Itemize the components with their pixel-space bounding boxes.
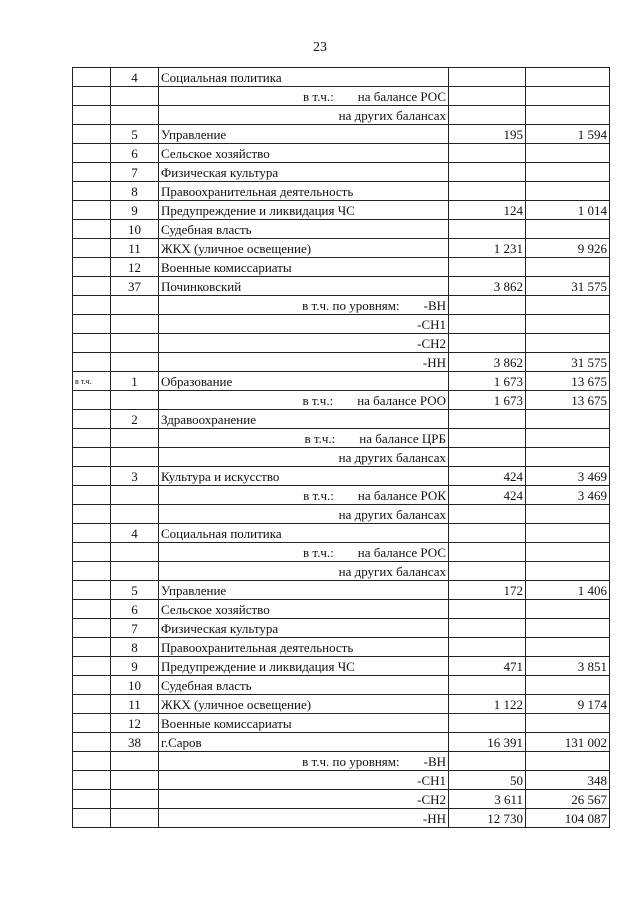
value-cell-1	[449, 87, 526, 106]
value-cell-2	[526, 296, 610, 315]
table-row	[73, 163, 610, 182]
row-number-cell	[111, 752, 159, 771]
value-cell-2: 104 087	[526, 809, 610, 828]
table-row	[73, 676, 610, 695]
item-name-cell: Социальная политика	[159, 524, 449, 543]
value-cell-2	[526, 163, 610, 182]
row-number-cell	[111, 790, 159, 809]
value-cell-2	[526, 87, 610, 106]
row-number-cell: 10	[111, 676, 159, 695]
item-name-cell: Судебная власть	[159, 676, 449, 695]
row-prefix-cell	[73, 239, 111, 258]
sub-item-prefix: в т.ч.:	[303, 545, 334, 560]
value-cell-1	[449, 68, 526, 87]
item-name-cell: Здравоохранение	[159, 410, 449, 429]
sub-item-cell	[159, 334, 449, 353]
item-name-cell: Предупреждение и ликвидация ЧС	[159, 657, 449, 676]
table-row	[73, 486, 610, 505]
value-cell-2	[526, 68, 610, 87]
value-cell-1: 424	[449, 486, 526, 505]
value-cell-2	[526, 638, 610, 657]
row-prefix-cell	[73, 790, 111, 809]
table-row	[73, 315, 610, 334]
value-cell-1: 124	[449, 201, 526, 220]
sub-item-cell	[159, 106, 449, 125]
sub-item-cell	[159, 448, 449, 467]
row-number-cell: 7	[111, 163, 159, 182]
row-number-cell	[111, 562, 159, 581]
table-row	[73, 106, 610, 125]
sub-item-label: -НН	[422, 811, 446, 826]
value-cell-1: 424	[449, 467, 526, 486]
row-prefix-cell	[73, 733, 111, 752]
value-cell-2: 3 469	[526, 486, 610, 505]
table-row	[73, 448, 610, 467]
table-row	[73, 391, 610, 410]
row-prefix-cell	[73, 714, 111, 733]
value-cell-2	[526, 714, 610, 733]
item-name-cell: Физическая культура	[159, 163, 449, 182]
table-row	[73, 581, 610, 600]
table-row	[73, 201, 610, 220]
row-number-cell: 37	[111, 277, 159, 296]
sub-item-cell	[159, 429, 449, 448]
row-prefix-cell	[73, 182, 111, 201]
table-row	[73, 296, 610, 315]
sub-item-cell	[159, 771, 449, 790]
sub-item-label: на балансе РОС	[357, 545, 446, 560]
row-prefix-cell	[73, 68, 111, 87]
sub-item-label: на других балансах	[338, 108, 446, 123]
row-number-cell: 2	[111, 410, 159, 429]
value-cell-1	[449, 714, 526, 733]
value-cell-2: 131 002	[526, 733, 610, 752]
sub-item-cell	[159, 391, 449, 410]
sub-item-cell	[159, 752, 449, 771]
item-name-cell: Образование	[159, 372, 449, 391]
value-cell-1: 50	[449, 771, 526, 790]
value-cell-1	[449, 638, 526, 657]
row-prefix-cell	[73, 258, 111, 277]
row-prefix-cell	[73, 638, 111, 657]
row-number-cell: 1	[111, 372, 159, 391]
row-number-cell	[111, 486, 159, 505]
row-prefix-cell	[73, 467, 111, 486]
sub-item-cell	[159, 543, 449, 562]
row-number-cell	[111, 315, 159, 334]
row-number-cell	[111, 448, 159, 467]
table-row	[73, 277, 610, 296]
sub-item-label: на балансе ЦРБ	[359, 431, 446, 446]
row-number-cell	[111, 334, 159, 353]
value-cell-2	[526, 429, 610, 448]
value-cell-2: 1 014	[526, 201, 610, 220]
table-row	[73, 372, 610, 391]
value-cell-2: 31 575	[526, 277, 610, 296]
item-name-cell: Военные комиссариаты	[159, 258, 449, 277]
table-row	[73, 467, 610, 486]
sub-item-label: -ВН	[423, 298, 446, 313]
page-number: 23	[313, 40, 327, 55]
value-cell-2: 1 594	[526, 125, 610, 144]
row-prefix-cell	[73, 410, 111, 429]
table-row	[73, 87, 610, 106]
row-prefix-cell: в т.ч.	[73, 372, 111, 391]
table-row	[73, 695, 610, 714]
table-row	[73, 790, 610, 809]
sub-item-prefix: в т.ч. по уровням:	[302, 754, 400, 769]
value-cell-1	[449, 429, 526, 448]
sub-item-prefix: в т.ч. по уровням:	[302, 298, 400, 313]
item-name-cell: Сельское хозяйство	[159, 600, 449, 619]
row-number-cell: 12	[111, 258, 159, 277]
value-cell-2: 13 675	[526, 372, 610, 391]
value-cell-2	[526, 448, 610, 467]
row-number-cell: 11	[111, 239, 159, 258]
table-row	[73, 68, 610, 87]
table-row	[73, 638, 610, 657]
row-number-cell: 12	[111, 714, 159, 733]
row-number-cell: 9	[111, 201, 159, 220]
sub-item-label: на балансе РОО	[357, 393, 446, 408]
row-number-cell: 6	[111, 600, 159, 619]
sub-item-label: на других балансах	[338, 564, 446, 579]
row-prefix-cell	[73, 296, 111, 315]
value-cell-2: 26 567	[526, 790, 610, 809]
row-number-cell	[111, 505, 159, 524]
item-name-cell: Предупреждение и ликвидация ЧС	[159, 201, 449, 220]
report-table	[72, 67, 610, 828]
report-table-body	[73, 68, 610, 828]
value-cell-2	[526, 752, 610, 771]
value-cell-2: 9 174	[526, 695, 610, 714]
table-row	[73, 809, 610, 828]
value-cell-1	[449, 334, 526, 353]
row-number-cell: 5	[111, 125, 159, 144]
value-cell-2	[526, 524, 610, 543]
row-prefix-cell	[73, 524, 111, 543]
row-number-cell: 4	[111, 524, 159, 543]
sub-item-label: -НН	[422, 355, 446, 370]
sub-item-prefix: в т.ч.:	[302, 393, 334, 408]
sub-item-label: на других балансах	[338, 507, 446, 522]
sub-item-prefix: в т.ч.:	[303, 89, 334, 104]
sub-item-cell	[159, 486, 449, 505]
item-name-cell: Культура и искусство	[159, 467, 449, 486]
value-cell-2: 3 469	[526, 467, 610, 486]
sub-item-label: на балансе РОС	[357, 89, 446, 104]
sub-item-prefix: в т.ч.:	[303, 488, 334, 503]
value-cell-1	[449, 258, 526, 277]
value-cell-2	[526, 543, 610, 562]
sub-item-cell	[159, 296, 449, 315]
row-number-cell	[111, 771, 159, 790]
value-cell-2: 9 926	[526, 239, 610, 258]
row-prefix-cell	[73, 581, 111, 600]
table-row	[73, 562, 610, 581]
sub-item-cell	[159, 87, 449, 106]
value-cell-1: 16 391	[449, 733, 526, 752]
table-row	[73, 733, 610, 752]
row-prefix-cell	[73, 448, 111, 467]
row-prefix-cell	[73, 201, 111, 220]
value-cell-2	[526, 619, 610, 638]
row-prefix-cell	[73, 429, 111, 448]
value-cell-2	[526, 315, 610, 334]
value-cell-2: 348	[526, 771, 610, 790]
item-name-cell: Правоохранительная деятельность	[159, 638, 449, 657]
row-number-cell: 7	[111, 619, 159, 638]
table-row	[73, 752, 610, 771]
value-cell-1	[449, 543, 526, 562]
row-number-cell: 9	[111, 657, 159, 676]
item-name-cell: Починковский	[159, 277, 449, 296]
item-name-cell: ЖКХ (уличное освещение)	[159, 239, 449, 258]
row-number-cell	[111, 106, 159, 125]
value-cell-1	[449, 676, 526, 695]
row-number-cell	[111, 87, 159, 106]
row-prefix-cell	[73, 619, 111, 638]
row-prefix-cell	[73, 562, 111, 581]
value-cell-1: 1 122	[449, 695, 526, 714]
row-number-cell: 11	[111, 695, 159, 714]
row-number-cell: 8	[111, 638, 159, 657]
sub-item-label: на других балансах	[338, 450, 446, 465]
value-cell-2: 3 851	[526, 657, 610, 676]
value-cell-1: 1 673	[449, 372, 526, 391]
row-number-cell	[111, 809, 159, 828]
row-prefix-cell	[73, 277, 111, 296]
value-cell-1	[449, 524, 526, 543]
table-row	[73, 182, 610, 201]
value-cell-1	[449, 144, 526, 163]
row-prefix-cell	[73, 353, 111, 372]
value-cell-2	[526, 106, 610, 125]
table-row	[73, 657, 610, 676]
table-row	[73, 619, 610, 638]
row-number-cell: 3	[111, 467, 159, 486]
row-prefix-cell	[73, 144, 111, 163]
value-cell-1	[449, 752, 526, 771]
value-cell-2: 1 406	[526, 581, 610, 600]
table-row	[73, 524, 610, 543]
row-prefix-cell	[73, 676, 111, 695]
table-row	[73, 334, 610, 353]
value-cell-2	[526, 600, 610, 619]
sub-item-prefix: в т.ч.:	[304, 431, 336, 446]
table-row	[73, 353, 610, 372]
sub-item-label: -СН2	[417, 792, 446, 807]
value-cell-2	[526, 334, 610, 353]
row-number-cell: 6	[111, 144, 159, 163]
value-cell-1: 195	[449, 125, 526, 144]
value-cell-1	[449, 163, 526, 182]
table-row	[73, 258, 610, 277]
value-cell-1: 1 231	[449, 239, 526, 258]
row-number-cell: 5	[111, 581, 159, 600]
value-cell-2	[526, 410, 610, 429]
row-prefix-cell	[73, 315, 111, 334]
table-row	[73, 771, 610, 790]
value-cell-2	[526, 144, 610, 163]
row-prefix-cell	[73, 543, 111, 562]
value-cell-1: 172	[449, 581, 526, 600]
item-name-cell: Правоохранительная деятельность	[159, 182, 449, 201]
value-cell-2	[526, 220, 610, 239]
item-name-cell: Сельское хозяйство	[159, 144, 449, 163]
item-name-cell: Судебная власть	[159, 220, 449, 239]
row-prefix-cell	[73, 334, 111, 353]
row-prefix-cell	[73, 163, 111, 182]
value-cell-1	[449, 106, 526, 125]
value-cell-1: 3 611	[449, 790, 526, 809]
item-name-cell: Управление	[159, 125, 449, 144]
row-number-cell	[111, 391, 159, 410]
row-number-cell	[111, 543, 159, 562]
item-name-cell: Физическая культура	[159, 619, 449, 638]
row-prefix-cell	[73, 486, 111, 505]
value-cell-2	[526, 505, 610, 524]
table-row	[73, 600, 610, 619]
table-row	[73, 714, 610, 733]
value-cell-1	[449, 505, 526, 524]
table-row	[73, 239, 610, 258]
row-prefix-cell	[73, 220, 111, 239]
row-prefix-cell	[73, 106, 111, 125]
sub-item-cell	[159, 505, 449, 524]
row-prefix-cell	[73, 505, 111, 524]
value-cell-1	[449, 296, 526, 315]
sub-item-label: -ВН	[423, 754, 446, 769]
table-row	[73, 125, 610, 144]
item-name-cell: ЖКХ (уличное освещение)	[159, 695, 449, 714]
sub-item-cell	[159, 790, 449, 809]
value-cell-1	[449, 315, 526, 334]
sub-item-label: -СН2	[417, 336, 446, 351]
table-row	[73, 505, 610, 524]
value-cell-1	[449, 182, 526, 201]
row-prefix-cell	[73, 657, 111, 676]
value-cell-2: 13 675	[526, 391, 610, 410]
sub-item-label: на балансе РОК	[357, 488, 446, 503]
row-prefix-cell	[73, 771, 111, 790]
item-name-cell: Управление	[159, 581, 449, 600]
value-cell-1: 1 673	[449, 391, 526, 410]
item-name-cell: Военные комиссариаты	[159, 714, 449, 733]
sub-item-cell	[159, 562, 449, 581]
row-prefix-cell	[73, 809, 111, 828]
value-cell-1: 3 862	[449, 353, 526, 372]
row-number-cell	[111, 429, 159, 448]
table-row	[73, 429, 610, 448]
table-row	[73, 144, 610, 163]
value-cell-2	[526, 258, 610, 277]
sub-item-label: -СН1	[417, 773, 446, 788]
value-cell-1	[449, 600, 526, 619]
item-name-cell: г.Саров	[159, 733, 449, 752]
value-cell-1: 3 862	[449, 277, 526, 296]
value-cell-2: 31 575	[526, 353, 610, 372]
item-name-cell: Социальная политика	[159, 68, 449, 87]
value-cell-1	[449, 619, 526, 638]
value-cell-1: 471	[449, 657, 526, 676]
table-row	[73, 543, 610, 562]
value-cell-2	[526, 562, 610, 581]
row-number-cell	[111, 296, 159, 315]
sub-item-cell	[159, 315, 449, 334]
value-cell-1	[449, 220, 526, 239]
row-prefix-cell	[73, 752, 111, 771]
sub-item-cell	[159, 353, 449, 372]
value-cell-1	[449, 410, 526, 429]
sub-item-cell	[159, 809, 449, 828]
sub-item-label: -СН1	[417, 317, 446, 332]
value-cell-2	[526, 676, 610, 695]
row-number-cell: 8	[111, 182, 159, 201]
table-row	[73, 220, 610, 239]
value-cell-2	[526, 182, 610, 201]
value-cell-1	[449, 562, 526, 581]
row-prefix-cell	[73, 87, 111, 106]
row-number-cell: 10	[111, 220, 159, 239]
table-row	[73, 410, 610, 429]
row-number-cell: 38	[111, 733, 159, 752]
row-number-cell: 4	[111, 68, 159, 87]
value-cell-1	[449, 448, 526, 467]
row-prefix-cell	[73, 125, 111, 144]
row-prefix-cell	[73, 391, 111, 410]
row-prefix-cell	[73, 600, 111, 619]
row-prefix-cell	[73, 695, 111, 714]
value-cell-1: 12 730	[449, 809, 526, 828]
row-number-cell	[111, 353, 159, 372]
